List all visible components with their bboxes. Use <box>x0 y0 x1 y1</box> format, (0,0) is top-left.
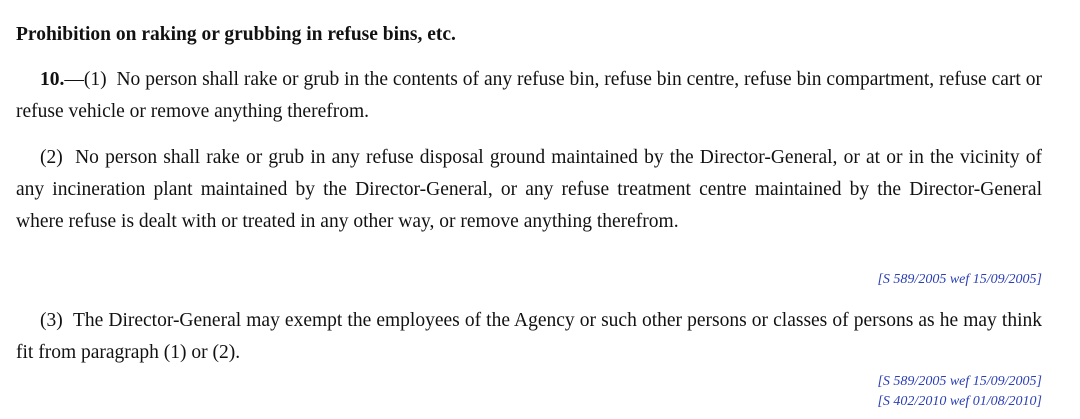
paragraph-3-label: (3) <box>40 310 63 331</box>
section-number: 10. <box>40 69 65 90</box>
paragraph-2-text: No person shall rake or grub in any refuse disposal ground maintained by the Director-General, or at or in the vicinity of any incineration plant maintained by the Director-General, or any refuse treatment centre maintained by the Director-General where refuse is dealt with or treated in any other way, or remove anything therefrom. <box>16 147 1042 232</box>
amendment-note[interactable]: [S 589/2005 wef 15/09/2005] <box>877 272 1042 287</box>
amendment-note[interactable]: [S 589/2005 wef 15/09/2005] <box>877 374 1042 389</box>
paragraph-1-text: No person shall rake or grub in the contents of any refuse bin, refuse bin centre, refuse bin compartment, refuse cart or refuse vehicle or remove anything therefrom. <box>16 69 1042 122</box>
paragraph-3-text: The Director-General may exempt the employees of the Agency or such other persons or classes of persons as he may think fit from paragraph (1) or (2). <box>16 310 1042 363</box>
amendment-note[interactable]: [S 402/2010 wef 01/08/2010] <box>877 394 1042 409</box>
section-dash: — <box>64 69 84 90</box>
paragraph-2-label: (2) <box>40 147 63 168</box>
paragraph-3 <box>16 305 1042 369</box>
paragraph-2 <box>16 142 1042 238</box>
section-heading: Prohibition on raking or grubbing in refuse bins, etc. <box>16 24 456 45</box>
paragraph-1 <box>16 64 1042 128</box>
paragraph-1-label: (1) <box>83 69 107 90</box>
